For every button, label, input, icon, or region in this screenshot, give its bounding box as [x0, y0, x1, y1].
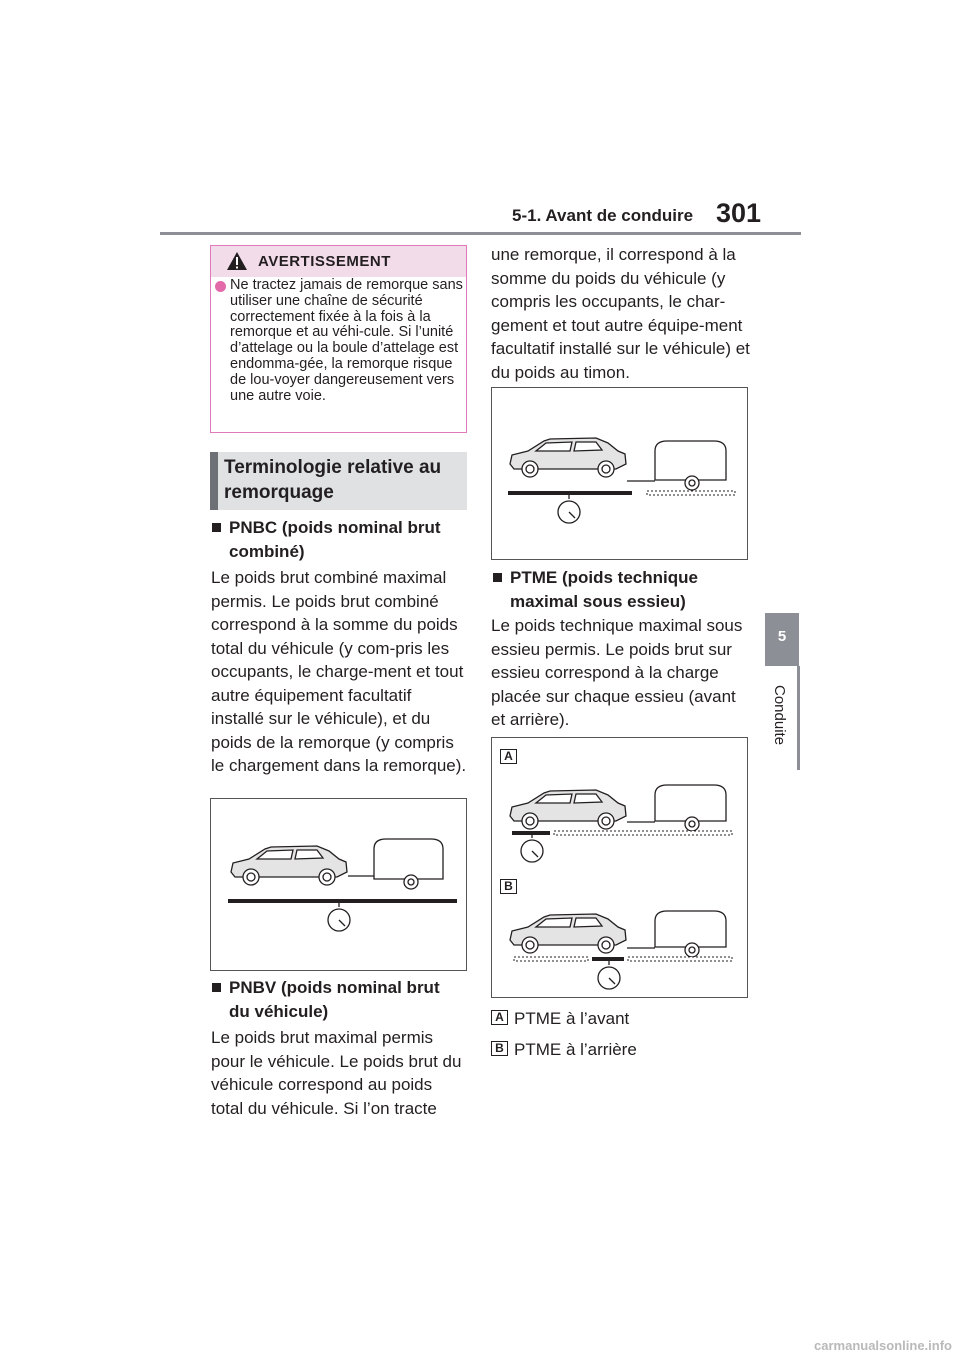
header-rule: [160, 232, 801, 235]
gvwr-diagram: [492, 388, 747, 559]
chapter-number: 5: [777, 628, 787, 645]
legend-text-b: PTME à l’arrière: [514, 1040, 637, 1059]
trailer-icon: [627, 785, 726, 831]
figure-tag-a: A: [500, 749, 517, 764]
watermark-text: carmanualsonline.info: [814, 1338, 952, 1353]
legend-text-a: PTME à l’avant: [514, 1009, 630, 1028]
road-surface: [514, 957, 588, 961]
gcwr-diagram: [211, 799, 466, 970]
vehicle-icon: [510, 914, 626, 953]
scale-platform: [228, 899, 457, 903]
continued-text: une remorque, il correspond à la somme du poids du véhicule (y compris les occupants, le char-gement et tout autre équipe-ment facultatif installé sur le véhicule) et du poids au timon.: [491, 245, 750, 382]
term-heading-bar: [210, 452, 218, 510]
pnbc-heading: PNBC (poids nominal brut combiné): [229, 518, 441, 561]
chapter-bar: [797, 666, 800, 770]
figure-tag-b: B: [500, 879, 517, 894]
pnbv-body: Le poids brut maximal permis pour le véhicule. Le poids brut du véhicule correspond au poids total du véhicule. Si l’on tracte: [211, 1028, 462, 1118]
figure-gvwr: [491, 387, 748, 560]
term-heading: Terminologie relative au remorquage: [224, 457, 442, 503]
page-number: 301: [716, 198, 762, 228]
gauge-icon: [598, 961, 620, 989]
gawr-diagram: [492, 738, 747, 997]
gauge-icon: [558, 495, 580, 523]
ptme-heading: PTME (poids technique maximal sous essieu): [510, 568, 698, 611]
warning-bullet-icon: [215, 281, 226, 292]
gauge-icon: [521, 835, 543, 862]
pnbc-body: Le poids brut combiné maximal permis. Le poids brut combiné correspond à la somme du poids total du véhicule (y com-pris les occupants, le charge-ment et tout autre équipement facultatif installé sur le véhicule), et du poids de la remorque (y compris le chargement dans la remorque).: [211, 568, 467, 775]
vehicle-icon: [231, 846, 347, 885]
road-surface: [554, 831, 732, 835]
scale-platform: [512, 831, 550, 835]
square-bullet-icon: [212, 983, 221, 992]
square-bullet-icon: [493, 573, 502, 582]
pnbv-heading: PNBV (poids nominal brut du véhicule): [229, 978, 440, 1021]
warning-triangle-icon: [226, 251, 248, 271]
ptme-body: Le poids technique maximal sous essieu permis. Le poids brut sur essieu correspond à la charge placée sur chaque essieu (avant et arrière).: [491, 616, 743, 729]
trailer-icon: [627, 911, 726, 957]
trailer-icon: [348, 839, 443, 889]
gauge-icon: [328, 903, 350, 931]
road-surface: [647, 491, 735, 495]
legend-tag-a: A: [491, 1010, 508, 1025]
warning-title: AVERTISSEMENT: [258, 253, 391, 270]
trailer-icon: [627, 441, 726, 490]
scale-platform: [592, 957, 624, 961]
legend-tag-b: B: [491, 1041, 508, 1056]
chapter-label: Conduite: [771, 685, 788, 746]
figure-gawr: [491, 737, 748, 998]
vehicle-icon: [510, 438, 626, 477]
square-bullet-icon: [212, 523, 221, 532]
warning-text: Ne tractez jamais de remorque sans utiliser une chaîne de sécurité correctement fixée à la fois à la remorque et au véhi-cule. Si l’unité d’attelage ou la boule d’attelage est endomma-gée, la remorque risque de lou-voyer dangereusement vers une autre voie.: [230, 277, 463, 404]
section-title: 5-1. Avant de conduire: [512, 206, 694, 225]
figure-gcwr: [210, 798, 467, 971]
road-surface: [628, 957, 732, 961]
vehicle-icon: [510, 790, 626, 829]
scale-platform: [508, 491, 632, 495]
